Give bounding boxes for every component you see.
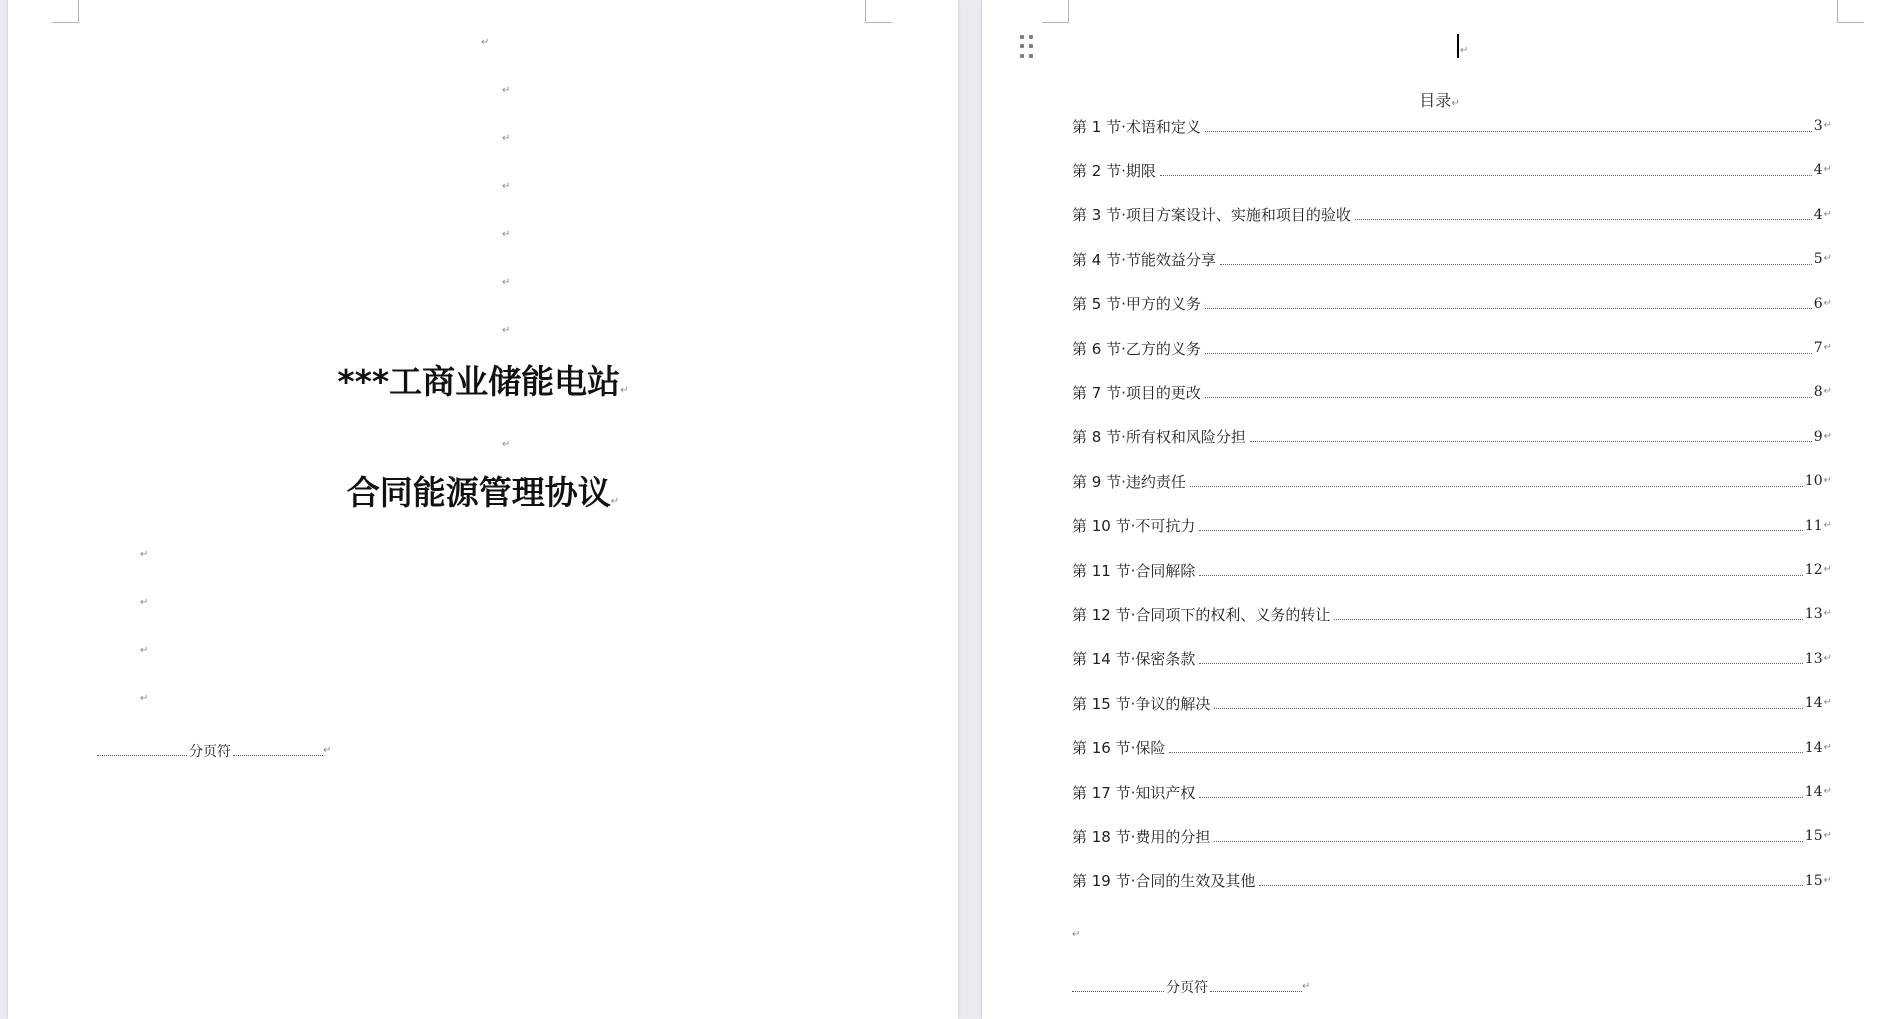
toc-entry-page-number: 5: [1813, 251, 1823, 268]
toc-entry-label: 第 18 节·费用的分担: [1072, 827, 1211, 846]
toc-entry[interactable]: [1072, 604, 1832, 624]
toc-entry-page-number: 14: [1804, 695, 1823, 712]
toc-entry-leader: [1160, 165, 1812, 176]
toc-entry-leader: [1334, 609, 1802, 620]
toc-entry-page-number: 8: [1813, 384, 1823, 401]
toc-entry-leader: [1259, 875, 1802, 886]
toc-entry[interactable]: [1072, 382, 1832, 402]
paragraph-mark: ↵: [1072, 929, 1081, 940]
toc-entry-label: 第 1 节·术语和定义: [1072, 117, 1201, 136]
toc-entry-label: 第 11 节·合同解除: [1072, 561, 1196, 580]
toc-entry[interactable]: [1072, 471, 1832, 491]
paragraph-mark: ↵: [1823, 342, 1832, 353]
toc-entry-leader: [1205, 298, 1812, 309]
toc-entry-label: 第 16 节·保险: [1072, 739, 1166, 758]
toc-entry-leader: [1199, 653, 1802, 664]
paragraph-mark: ↵: [1823, 164, 1832, 176]
page-break-leader: [97, 746, 187, 756]
toc-entry-page-number: 14: [1804, 784, 1823, 800]
page-break-leader: [1072, 982, 1164, 992]
toc-entry-label: 第 9 节·违约责任: [1072, 472, 1186, 491]
paragraph-mark: ↵: [1823, 652, 1832, 664]
paragraph-mark: ↵: [610, 496, 620, 507]
document-page-cover[interactable]: [8, 0, 958, 1019]
paragraph-mark: ↵: [1451, 98, 1460, 109]
paragraph-mark: ↵: [140, 693, 149, 704]
toc-entry-leader: [1190, 476, 1803, 487]
page-break-label: 分页符: [1166, 980, 1208, 996]
toc-entry[interactable]: [1072, 871, 1832, 891]
toc-entry-page-number: 15: [1804, 828, 1823, 845]
toc-entry-page-number: 10: [1804, 473, 1823, 490]
toc-entry[interactable]: [1072, 205, 1832, 225]
toc-entry-leader: [1214, 831, 1802, 842]
toc-entry-leader: [1169, 742, 1802, 753]
toc-entry-label: 第 19 节·合同的生效及其他: [1072, 872, 1256, 891]
toc-entry-leader: [1205, 343, 1812, 354]
paragraph-mark: ↵: [1823, 608, 1832, 620]
toc-entry-label: 第 2 节·期限: [1072, 161, 1156, 180]
toc-entry[interactable]: [1072, 160, 1832, 180]
paragraph-mark: ↵: [502, 229, 511, 240]
toc-entry-page-number: 3: [1813, 118, 1823, 134]
paragraph-mark: ↵: [1823, 297, 1832, 309]
toc-entry-label: 第 12 节·合同项下的权利、义务的转让: [1072, 605, 1331, 624]
page-corner-mark: [52, 0, 79, 23]
paragraph-mark: ↵: [502, 277, 511, 288]
toc-entry-label: 第 8 节·所有权和风险分担: [1072, 428, 1246, 447]
toc-entry-label: 第 3 节·项目方案设计、实施和项目的验收: [1072, 206, 1351, 225]
toc-entry[interactable]: [1072, 294, 1832, 314]
toc-entry[interactable]: [1072, 338, 1832, 358]
toc-entry[interactable]: [1072, 560, 1832, 580]
toc-entry[interactable]: [1072, 826, 1832, 846]
title-line-1-text: ***工商业储能电站: [337, 362, 621, 401]
toc-entry[interactable]: [1072, 649, 1832, 669]
toc-entry-page-number: 9: [1813, 428, 1823, 445]
paragraph-mark: ↵: [502, 439, 511, 450]
toc-entry-page-number: 4: [1813, 162, 1823, 179]
drag-handle-icon[interactable]: [1020, 35, 1034, 59]
toc-entry[interactable]: [1072, 116, 1832, 136]
paragraph-mark: ↵: [502, 325, 511, 336]
paragraph-mark: ↵: [1823, 519, 1832, 531]
toc-entry-label: 第 14 节·保密条款: [1072, 650, 1196, 669]
toc-entry-label: 第 7 节·项目的更改: [1072, 383, 1201, 402]
toc-entry-leader: [1199, 565, 1802, 576]
toc-title: [982, 88, 1897, 111]
toc-entry-page-number: 7: [1813, 340, 1823, 356]
page-break-marker[interactable]: [97, 742, 331, 760]
toc-entry-label: 第 5 节·甲方的义务: [1072, 295, 1201, 314]
paragraph-mark: ↵: [1302, 981, 1311, 992]
toc-entry-label: 第 6 节·乙方的义务: [1072, 339, 1201, 358]
toc-entry-leader: [1199, 520, 1802, 531]
toc-entry-label: 第 4 节·节能效益分享: [1072, 250, 1216, 269]
toc-entry-page-number: 12: [1804, 562, 1823, 578]
paragraph-mark: ↵: [1823, 475, 1832, 487]
toc-entry-label: 第 10 节·不可抗力: [1072, 517, 1196, 536]
page-break-leader: [233, 746, 323, 756]
document-title-line-1[interactable]: [8, 362, 958, 402]
paragraph-mark: ↵: [140, 549, 149, 560]
toc-entry-leader: [1220, 254, 1812, 265]
paragraph-mark: ↵: [620, 385, 629, 396]
toc-entry-page-number: 13: [1804, 606, 1823, 623]
paragraph-mark: ↵: [1823, 386, 1832, 398]
paragraph-mark: ↵: [140, 645, 149, 656]
paragraph-mark: ↵: [1823, 830, 1832, 842]
toc-entry-label: 第 17 节·知识产权: [1072, 783, 1196, 802]
paragraph-mark: ↵: [1823, 697, 1832, 709]
toc-entry-leader: [1214, 698, 1802, 709]
toc-entry-page-number: 4: [1813, 206, 1823, 223]
toc-title-text: 目录: [1419, 91, 1452, 110]
toc-entry-page-number: 11: [1804, 517, 1823, 534]
page-corner-mark: [865, 0, 892, 23]
toc-entry[interactable]: [1072, 738, 1832, 758]
title-line-2-text: 合同能源管理协议: [346, 473, 611, 512]
toc-entry[interactable]: [1072, 516, 1832, 536]
paragraph-mark: ↵: [1823, 120, 1832, 131]
page-corner-mark: [1042, 0, 1069, 23]
paragraph-mark: ↵: [481, 37, 490, 48]
paragraph-mark: ↵: [1823, 430, 1832, 442]
document-title-line-2[interactable]: [8, 473, 958, 513]
page-corner-mark: [1837, 0, 1864, 23]
page-break-marker[interactable]: [1072, 978, 1310, 996]
toc-entry-page-number: 14: [1804, 739, 1823, 756]
paragraph-mark: ↵: [1823, 786, 1832, 797]
paragraph-mark: ↵: [1460, 45, 1469, 56]
paragraph-mark: ↵: [1823, 564, 1832, 575]
toc-entry-leader: [1205, 121, 1812, 132]
toc-entry-leader: [1199, 787, 1802, 798]
toc-entry-label: 第 15 节·争议的解决: [1072, 694, 1211, 713]
toc-entry[interactable]: [1072, 693, 1832, 713]
toc-entry-page-number: 13: [1804, 650, 1823, 667]
paragraph-mark: ↵: [1823, 874, 1832, 886]
paragraph-mark: ↵: [323, 745, 332, 756]
text-cursor: [1457, 34, 1459, 58]
toc-entry-leader: [1355, 209, 1812, 220]
page-break-leader: [1210, 982, 1302, 992]
toc-entry-page-number: 6: [1813, 295, 1823, 312]
paragraph-mark: ↵: [502, 181, 511, 192]
paragraph-mark: ↵: [140, 597, 149, 608]
toc-entry-leader: [1250, 431, 1812, 442]
paragraph-mark: ↵: [502, 85, 511, 96]
toc-entry[interactable]: [1072, 427, 1832, 447]
paragraph-mark: ↵: [1823, 253, 1832, 265]
toc-entry-leader: [1205, 387, 1812, 398]
toc-entry[interactable]: [1072, 782, 1832, 802]
toc-entry-page-number: 15: [1804, 872, 1823, 889]
toc-entry[interactable]: [1072, 249, 1832, 269]
document-page-toc[interactable]: [982, 0, 1897, 1019]
paragraph-mark: ↵: [1823, 208, 1832, 220]
paragraph-mark: ↵: [502, 133, 511, 144]
paragraph-mark: ↵: [1823, 741, 1832, 753]
page-break-label: 分页符: [189, 744, 231, 760]
